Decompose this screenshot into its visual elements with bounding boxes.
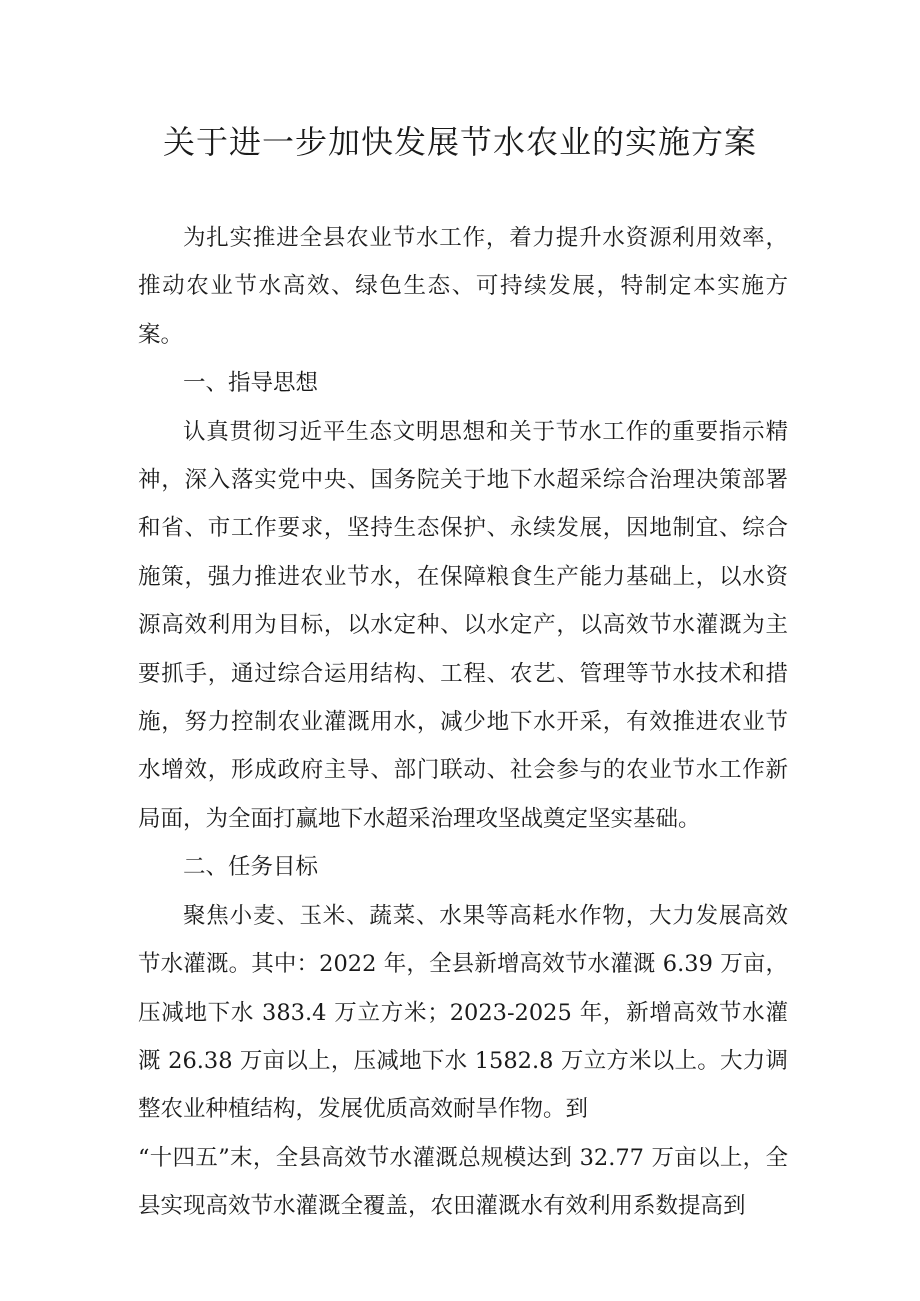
section-heading-guiding-ideology: 一、指导思想 <box>183 370 319 397</box>
document-body <box>138 214 788 1231</box>
section-heading-task-goals: 二、任务目标 <box>183 854 319 881</box>
guiding-ideology-paragraph: 认真贯彻习近平生态文明思想和关于节水工作的重要指示精神，深入落实党中央、国务院关于地下水超采综合治理决策部署和省、市工作要求，坚持生态保护、永续发展，因地制宜、综合施策，强力推进农业节水，在保障粮食生产能力基础上，以水资源高效利用为目标，以水定种、以水定产，以高效节水灌溉为主要抓手，通过综合运用结构、工程、农艺、管理等节水技术和措施，努力控制农业灌溉用水，减少地下水开采，有效推进农业节水增效，形成政府主导、部门联动、社会参与的农业节水工作新局面，为全面打赢地下水超采治理攻坚战奠定坚实基础。 <box>138 418 788 832</box>
intro-paragraph: 为扎实推进全县农业节水工作，着力提升水资源利用效率，推动农业节水高效、绿色生态、可持续发展，特制定本实施方案。 <box>138 225 788 348</box>
document-title: 关于进一步加快发展节水农业的实施方案 <box>162 123 757 161</box>
task-goals-continuation: “十四五”末，全县高效节水灌溉总规模达到 32.77 万亩以上，全县实现高效节水灌溉全覆盖，农田灌溉水有效利用系数提高到 <box>138 1144 788 1220</box>
task-goals-paragraph: 聚焦小麦、玉米、蔬菜、水果等高耗水作物，大力发展高效节水灌溉。其中：2022 年，全县新增高效节水灌溉 6.39 万亩，压减地下水 383.4 万立方米；2023-2025 年，新增高效节水灌溉 26.38 万亩以上，压减地下水 1582.8 万立方米以上。大力调整农业种植结构，发展优质高效耐旱作物。到 <box>138 902 788 1123</box>
